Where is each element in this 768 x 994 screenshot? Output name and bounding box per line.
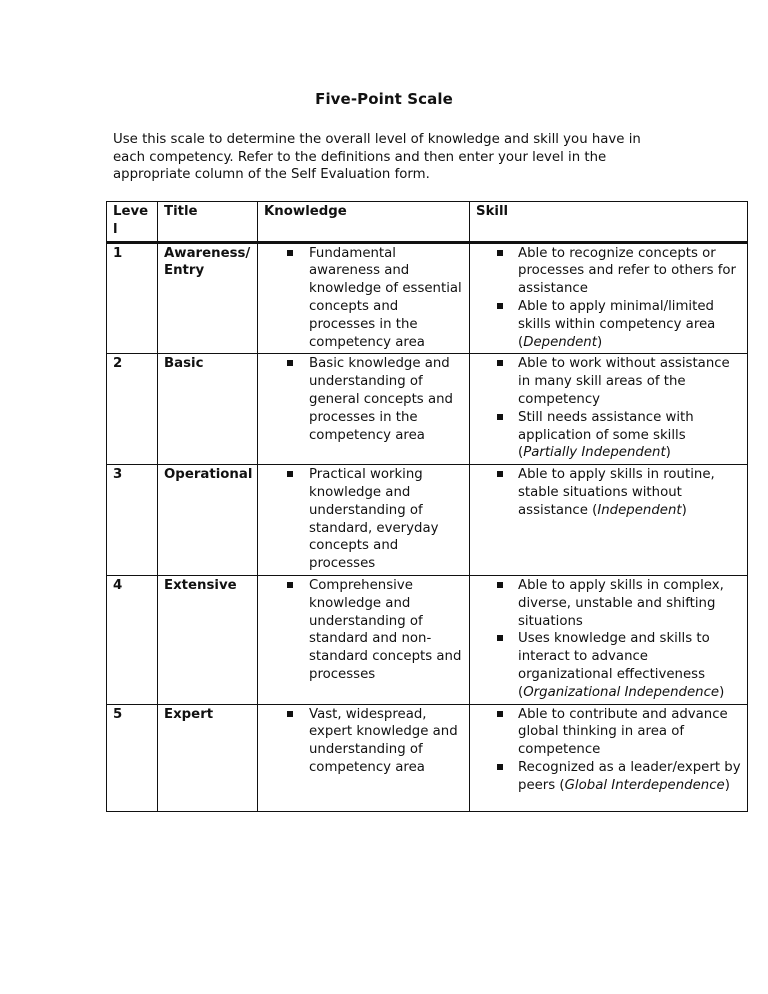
knowledge-cell bbox=[258, 575, 470, 704]
list-item: Comprehensive knowledge and understanding of standard and non-standard concepts and processes bbox=[264, 577, 463, 684]
skill-cell bbox=[470, 575, 748, 704]
list-item: Fundamental awareness and knowledge of essential concepts and processes in the competency area bbox=[264, 245, 463, 352]
square-bullet-icon bbox=[497, 711, 503, 717]
header-knowledge: Knowledge bbox=[258, 202, 470, 243]
list-item: Able to apply minimal/limited skills within competency area (Dependent) bbox=[476, 298, 741, 351]
list-item: Able to recognize concepts or processes and refer to others for assistance bbox=[476, 245, 741, 298]
square-bullet-icon bbox=[497, 360, 503, 366]
square-bullet-icon bbox=[287, 360, 293, 366]
list-item: Able to work without assistance in many skill areas of the competency bbox=[476, 355, 741, 408]
table-row bbox=[107, 704, 748, 811]
list-item: Able to contribute and advance global thinking in area of competence bbox=[476, 706, 741, 759]
square-bullet-icon bbox=[497, 250, 503, 256]
independence-note: Independent bbox=[597, 502, 682, 518]
knowledge-cell bbox=[258, 465, 470, 576]
table-row bbox=[107, 242, 748, 354]
independence-note: Dependent bbox=[523, 334, 597, 350]
independence-note: Partially Independent bbox=[523, 445, 666, 461]
title-cell: Extensive bbox=[158, 575, 258, 704]
square-bullet-icon bbox=[497, 582, 503, 588]
header-level: Leve l bbox=[107, 202, 158, 243]
list-item: Able to apply skills in routine, stable situations without assistance (Independent) bbox=[476, 466, 741, 519]
knowledge-cell bbox=[258, 354, 470, 465]
skill-cell bbox=[470, 354, 748, 465]
level-cell: 4 bbox=[107, 575, 158, 704]
table-row bbox=[107, 354, 748, 465]
square-bullet-icon bbox=[497, 635, 503, 641]
level-cell: 5 bbox=[107, 704, 158, 811]
intro-paragraph: Use this scale to determine the overall level of knowledge and skill you have in each competency. Refer to the definitions and then enter your level in the appropriate column of the Self Evaluation form. bbox=[113, 132, 641, 183]
title-cell: Operational bbox=[158, 465, 258, 576]
table-header-row bbox=[107, 202, 748, 243]
header-skill: Skill bbox=[470, 202, 748, 243]
title-cell: Basic bbox=[158, 354, 258, 465]
skill-cell bbox=[470, 465, 748, 576]
list-item: Uses knowledge and skills to interact to advance organizational effectiveness (Organizational Independence) bbox=[476, 630, 741, 701]
knowledge-cell bbox=[258, 704, 470, 811]
square-bullet-icon bbox=[287, 582, 293, 588]
independence-note: Global Interdependence bbox=[564, 777, 725, 793]
skill-cell bbox=[470, 242, 748, 354]
table-row bbox=[107, 465, 748, 576]
square-bullet-icon bbox=[287, 250, 293, 256]
page-title: Five-Point Scale bbox=[315, 90, 453, 108]
five-point-scale-table bbox=[106, 201, 748, 812]
list-item: Recognized as a leader/expert by peers (Global Interdependence) bbox=[476, 759, 741, 795]
list-item: Still needs assistance with application of some skills (Partially Independent) bbox=[476, 409, 741, 462]
square-bullet-icon bbox=[497, 471, 503, 477]
level-cell: 1 bbox=[107, 242, 158, 354]
knowledge-cell bbox=[258, 242, 470, 354]
title-cell: Expert bbox=[158, 704, 258, 811]
list-item: Able to apply skills in complex, diverse, unstable and shifting situations bbox=[476, 577, 741, 630]
list-item: Vast, widespread, expert knowledge and understanding of competency area bbox=[264, 706, 463, 777]
level-cell: 3 bbox=[107, 465, 158, 576]
header-title: Title bbox=[158, 202, 258, 243]
skill-cell bbox=[470, 704, 748, 811]
table-row bbox=[107, 575, 748, 704]
title-cell: Awareness/ Entry bbox=[158, 242, 258, 354]
square-bullet-icon bbox=[287, 471, 293, 477]
square-bullet-icon bbox=[497, 303, 503, 309]
square-bullet-icon bbox=[287, 711, 293, 717]
list-item: Basic knowledge and understanding of general concepts and processes in the competency area bbox=[264, 355, 463, 444]
level-cell: 2 bbox=[107, 354, 158, 465]
list-item: Practical working knowledge and understanding of standard, everyday concepts and processes bbox=[264, 466, 463, 573]
independence-note: Organizational Independence bbox=[523, 684, 720, 700]
square-bullet-icon bbox=[497, 414, 503, 420]
square-bullet-icon bbox=[497, 764, 503, 770]
